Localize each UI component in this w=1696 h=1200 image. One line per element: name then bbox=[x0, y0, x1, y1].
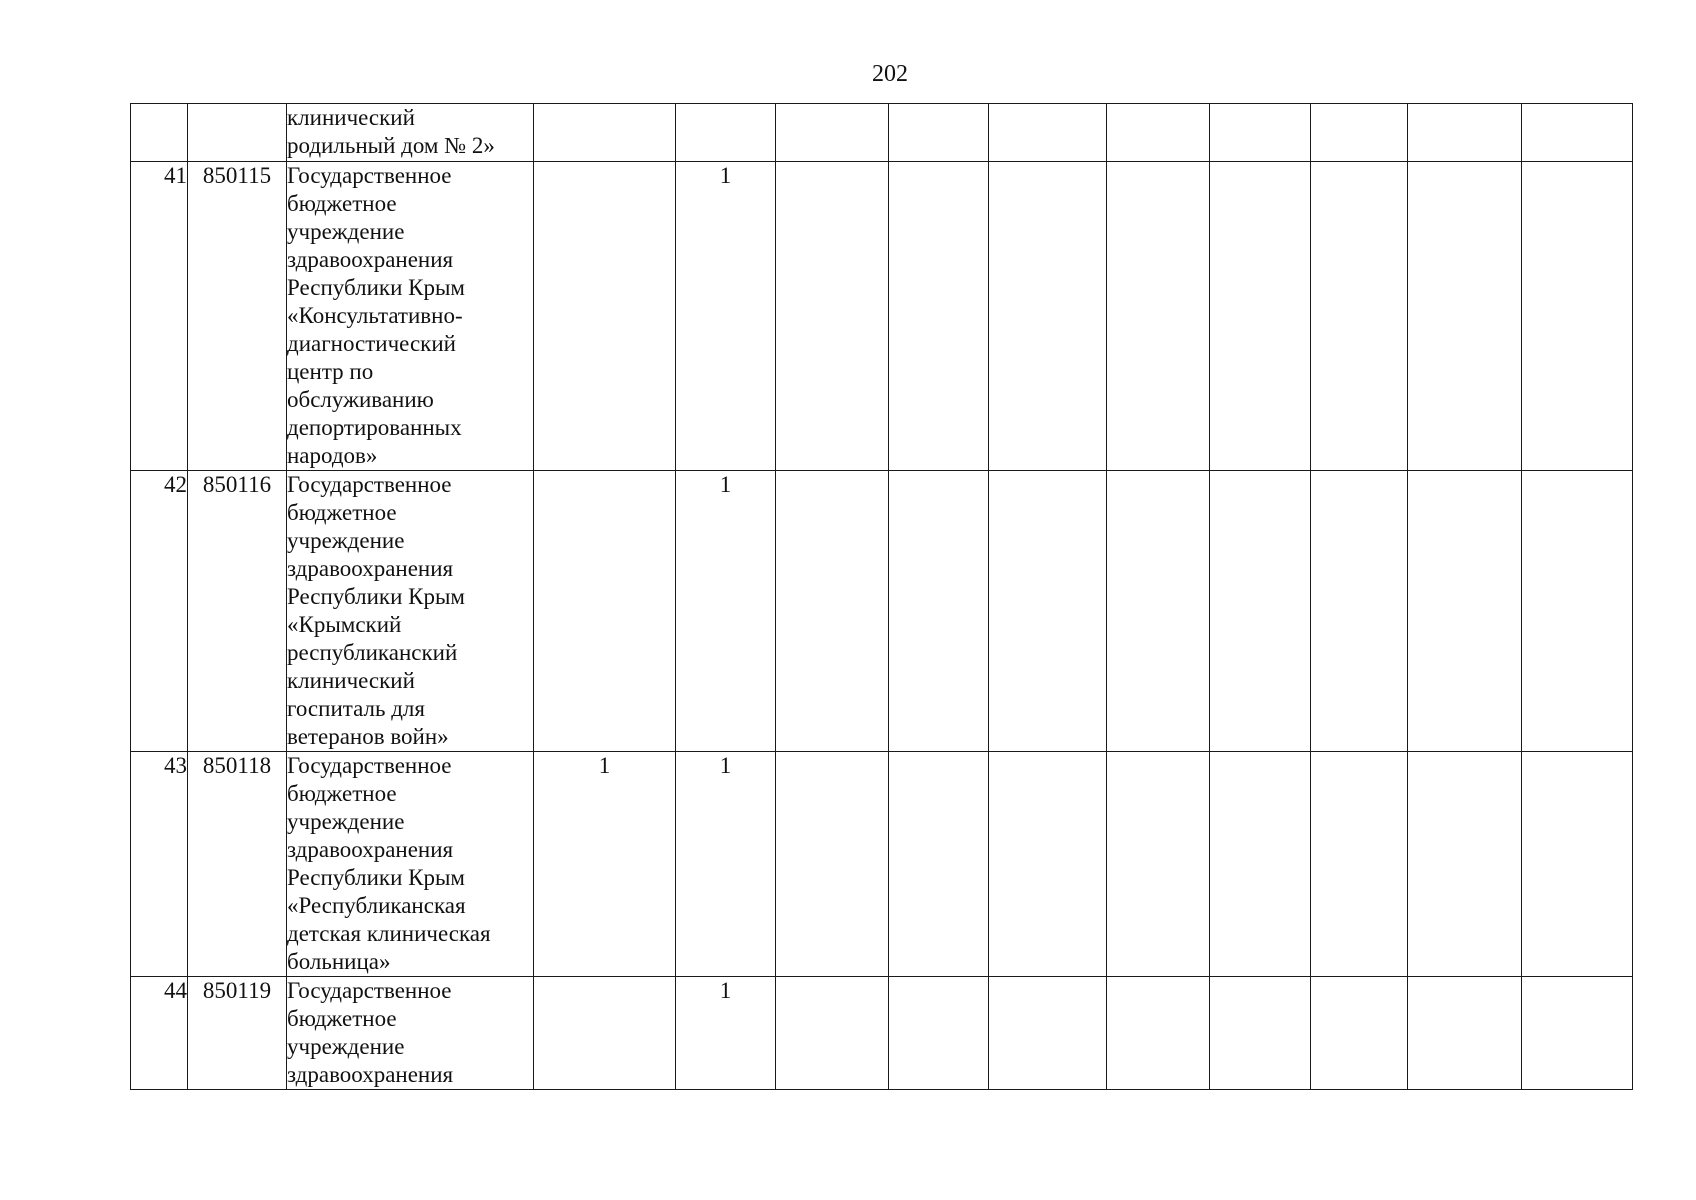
value-cell-4 bbox=[534, 162, 676, 471]
institution-name-line: здравоохранения bbox=[287, 556, 454, 581]
row-code-cell: 850118 bbox=[188, 752, 287, 977]
institution-name-line: ветеранов войн» bbox=[287, 724, 449, 749]
empty-cell bbox=[1107, 162, 1210, 471]
institution-name-line: больница» bbox=[287, 949, 391, 974]
value-cell-5 bbox=[676, 104, 776, 162]
institution-name-line: центр по bbox=[287, 359, 374, 384]
institution-name-line: обслуживанию bbox=[287, 387, 434, 412]
empty-cell bbox=[889, 977, 989, 1090]
row-code-cell: 850119 bbox=[188, 977, 287, 1090]
table-row bbox=[131, 471, 1633, 752]
empty-cell bbox=[1311, 977, 1408, 1090]
empty-cell bbox=[1210, 162, 1311, 471]
registry-table bbox=[130, 103, 1633, 1090]
institution-name-line: «Консультативно- bbox=[287, 303, 463, 328]
institution-name-line: депортированных bbox=[287, 415, 462, 440]
empty-cell bbox=[1408, 752, 1522, 977]
empty-cell bbox=[1408, 104, 1522, 162]
empty-cell bbox=[1522, 752, 1633, 977]
institution-name-line: бюджетное bbox=[287, 500, 397, 525]
institution-name-line: учреждение bbox=[287, 809, 405, 834]
institution-name-line: народов» bbox=[287, 443, 378, 468]
empty-cell bbox=[1210, 752, 1311, 977]
empty-cell bbox=[1107, 104, 1210, 162]
empty-cell bbox=[1522, 471, 1633, 752]
institution-name-line: учреждение bbox=[287, 528, 405, 553]
empty-cell bbox=[776, 162, 889, 471]
empty-cell bbox=[889, 104, 989, 162]
institution-name-line: Государственное bbox=[287, 978, 452, 1003]
empty-cell bbox=[989, 977, 1107, 1090]
row-number-cell bbox=[131, 104, 188, 162]
institution-name-line: родильный дом № 2» bbox=[287, 133, 495, 158]
institution-name-line: клинический bbox=[287, 668, 415, 693]
empty-cell bbox=[989, 162, 1107, 471]
institution-name-line: здравоохранения bbox=[287, 247, 454, 272]
table-row bbox=[131, 752, 1633, 977]
value-cell-4 bbox=[534, 471, 676, 752]
empty-cell bbox=[1311, 104, 1408, 162]
institution-name-line: учреждение bbox=[287, 1034, 405, 1059]
institution-name-line: диагностический bbox=[287, 331, 456, 356]
institution-name-line: Республики Крым bbox=[287, 865, 465, 890]
empty-cell bbox=[776, 104, 889, 162]
institution-name-cell bbox=[287, 162, 534, 471]
institution-name-line: бюджетное bbox=[287, 1006, 397, 1031]
empty-cell bbox=[889, 471, 989, 752]
institution-name-line: детская клиническая bbox=[287, 921, 491, 946]
institution-name-line: бюджетное bbox=[287, 191, 397, 216]
institution-name-cell bbox=[287, 104, 534, 162]
empty-cell bbox=[1522, 104, 1633, 162]
empty-cell bbox=[989, 104, 1107, 162]
row-code-cell: 850115 bbox=[188, 162, 287, 471]
empty-cell bbox=[1107, 471, 1210, 752]
value-cell-5: 1 bbox=[676, 977, 776, 1090]
row-number-cell: 44 bbox=[131, 977, 188, 1090]
empty-cell bbox=[1408, 977, 1522, 1090]
institution-name-line: Республики Крым bbox=[287, 584, 465, 609]
empty-cell bbox=[1408, 471, 1522, 752]
institution-name-cell bbox=[287, 977, 534, 1090]
institution-name-line: республиканский bbox=[287, 640, 458, 665]
value-cell-5: 1 bbox=[676, 752, 776, 977]
empty-cell bbox=[889, 162, 989, 471]
institution-name-line: здравоохранения bbox=[287, 837, 454, 862]
institution-name-cell bbox=[287, 752, 534, 977]
row-code-cell bbox=[188, 104, 287, 162]
institution-name-line: госпиталь для bbox=[287, 696, 425, 721]
value-cell-5: 1 bbox=[676, 471, 776, 752]
institution-name-line: учреждение bbox=[287, 219, 405, 244]
empty-cell bbox=[989, 752, 1107, 977]
institution-name-line: Государственное bbox=[287, 753, 452, 778]
value-cell-5: 1 bbox=[676, 162, 776, 471]
empty-cell bbox=[1311, 471, 1408, 752]
empty-cell bbox=[1210, 104, 1311, 162]
row-number-cell: 43 bbox=[131, 752, 188, 977]
institution-name-line: Государственное bbox=[287, 163, 452, 188]
empty-cell bbox=[1107, 977, 1210, 1090]
table-row bbox=[131, 104, 1633, 162]
empty-cell bbox=[1311, 162, 1408, 471]
empty-cell bbox=[1210, 471, 1311, 752]
empty-cell bbox=[1311, 752, 1408, 977]
empty-cell bbox=[889, 752, 989, 977]
row-code-cell: 850116 bbox=[188, 471, 287, 752]
value-cell-4 bbox=[534, 977, 676, 1090]
empty-cell bbox=[776, 977, 889, 1090]
page-number: 202 bbox=[872, 61, 908, 87]
value-cell-4 bbox=[534, 104, 676, 162]
table-row bbox=[131, 162, 1633, 471]
empty-cell bbox=[776, 752, 889, 977]
row-number-cell: 41 bbox=[131, 162, 188, 471]
institution-name-cell bbox=[287, 471, 534, 752]
value-cell-4: 1 bbox=[534, 752, 676, 977]
empty-cell bbox=[1408, 162, 1522, 471]
institution-name-line: клинический bbox=[287, 105, 415, 130]
empty-cell bbox=[776, 471, 889, 752]
institution-name-line: Республики Крым bbox=[287, 275, 465, 300]
empty-cell bbox=[1522, 977, 1633, 1090]
institution-name-line: бюджетное bbox=[287, 781, 397, 806]
empty-cell bbox=[989, 471, 1107, 752]
institution-name-line: «Республиканская bbox=[287, 893, 466, 918]
institution-name-line: «Крымский bbox=[287, 612, 402, 637]
table-row bbox=[131, 977, 1633, 1090]
empty-cell bbox=[1210, 977, 1311, 1090]
institution-name-line: Государственное bbox=[287, 472, 452, 497]
institution-name-line: здравоохранения bbox=[287, 1062, 454, 1087]
empty-cell bbox=[1107, 752, 1210, 977]
row-number-cell: 42 bbox=[131, 471, 188, 752]
empty-cell bbox=[1522, 162, 1633, 471]
